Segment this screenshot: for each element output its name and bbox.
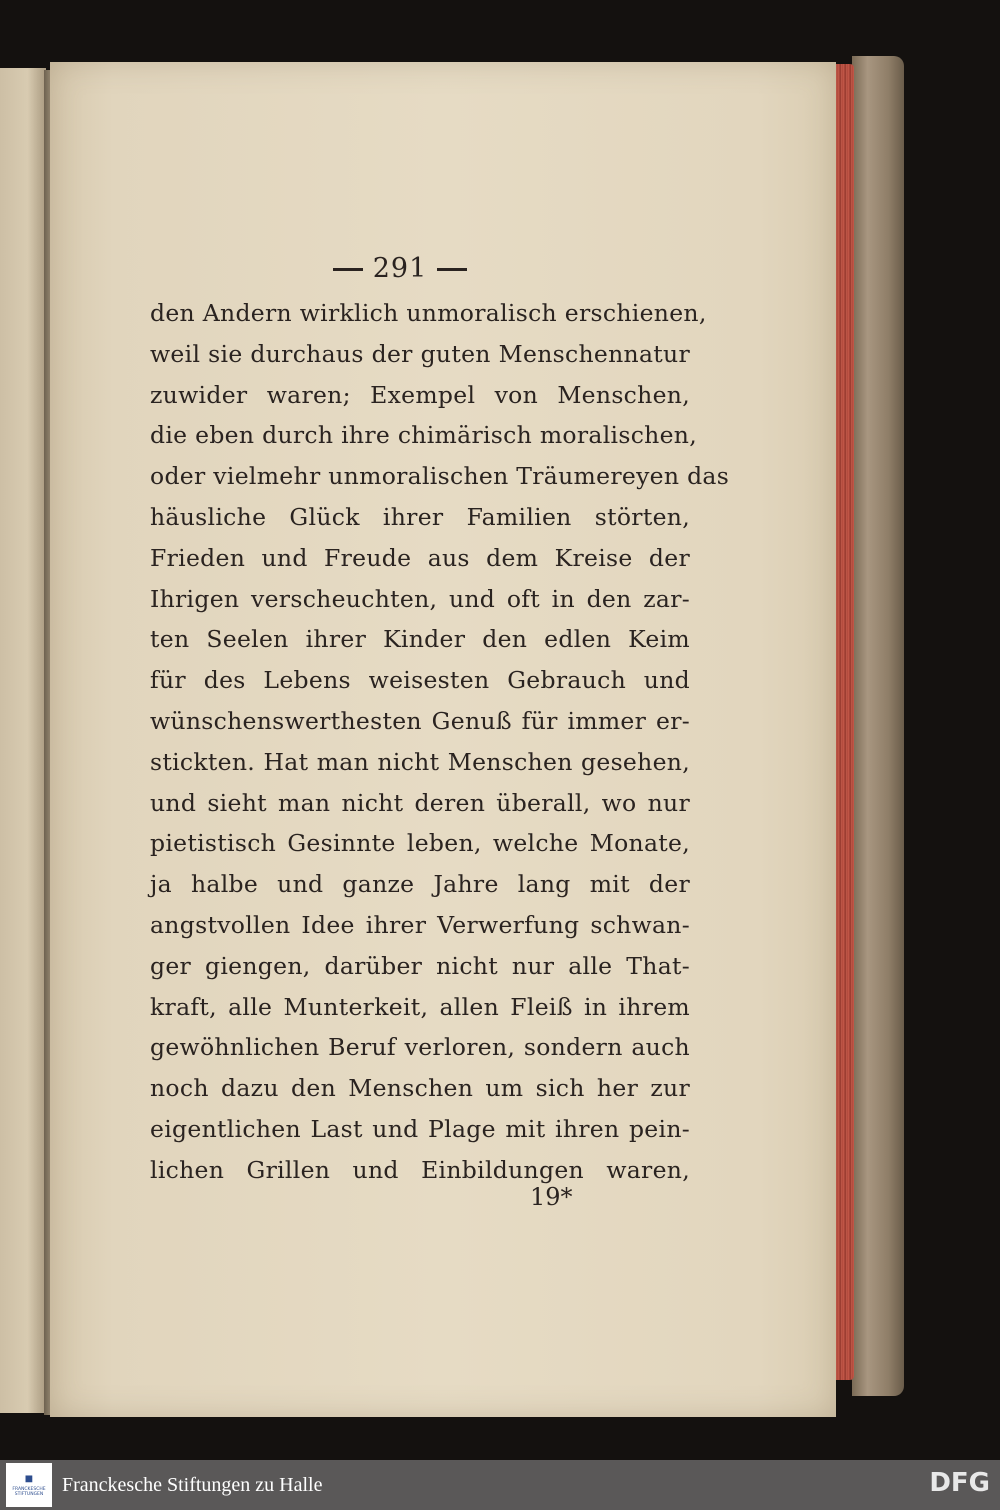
- text-line: oder vielmehr unmoralischen Träumereyen das: [150, 462, 730, 491]
- text-line: lichen Grillen und Einbildungen waren,: [150, 1155, 690, 1184]
- header-dash-right: [437, 268, 467, 271]
- text-line: ja halbe und ganze Jahre lang mit der: [150, 870, 690, 899]
- signature-mark: 19*: [530, 1183, 573, 1211]
- institution-name: Franckesche Stiftungen zu Halle: [62, 1473, 323, 1496]
- text-line: gewöhnlichen Beruf verloren, sondern auch: [150, 1033, 690, 1062]
- text-line: Frieden und Freude aus dem Kreise der: [150, 543, 690, 572]
- text-line: noch dazu den Menschen um sich her zur: [150, 1074, 690, 1103]
- text-line: häusliche Glück ihrer Familien störten,: [150, 502, 690, 531]
- page-number: 291: [372, 253, 428, 284]
- body-text: [150, 293, 730, 1191]
- text-line: zuwider waren; Exempel von Menschen,: [150, 380, 690, 409]
- text-line: stickten. Hat man nicht Menschen gesehen,: [150, 747, 690, 776]
- header-dash-left: [333, 268, 363, 271]
- text-line: ger giengen, darüber nicht nur alle That-: [150, 951, 690, 980]
- text-line: den Andern wirklich unmoralisch erschienen,: [150, 299, 707, 327]
- facing-page-edge: [0, 68, 46, 1413]
- dfg-logo: DFG: [929, 1468, 990, 1498]
- page-header: [110, 245, 690, 293]
- page-text-block: [150, 245, 730, 1191]
- text-line: kraft, alle Munterkeit, allen Fleiß in ihrem: [150, 992, 690, 1021]
- franckesche-logo: [6, 1463, 52, 1507]
- text-line: und sieht man nicht deren überall, wo nur: [150, 788, 690, 817]
- building-icon: ■: [24, 1472, 34, 1487]
- logo-text: FRANCKESCHE STIFTUNGEN: [12, 1487, 46, 1497]
- text-line: wünschenswerthesten Genuß für immer er-: [150, 706, 690, 735]
- viewer-footer-bar: [0, 1460, 1000, 1510]
- text-line: weil sie durchaus der guten Menschennatur: [150, 339, 690, 368]
- text-line: ten Seelen ihrer Kinder den edlen Keim: [150, 625, 690, 654]
- text-line: für des Lebens weisesten Gebrauch und: [150, 666, 690, 695]
- text-line: angstvollen Idee ihrer Verwerfung schwan-: [150, 910, 690, 939]
- text-line: eigentlichen Last und Plage mit ihren pein-: [150, 1114, 690, 1143]
- book-cover-edge: [852, 56, 904, 1396]
- text-line: pietistisch Gesinnte leben, welche Monate,: [150, 829, 690, 858]
- text-line: die eben durch ihre chimärisch moralischen,: [150, 421, 697, 450]
- text-line: Ihrigen verscheuchten, und oft in den zar-: [150, 584, 690, 613]
